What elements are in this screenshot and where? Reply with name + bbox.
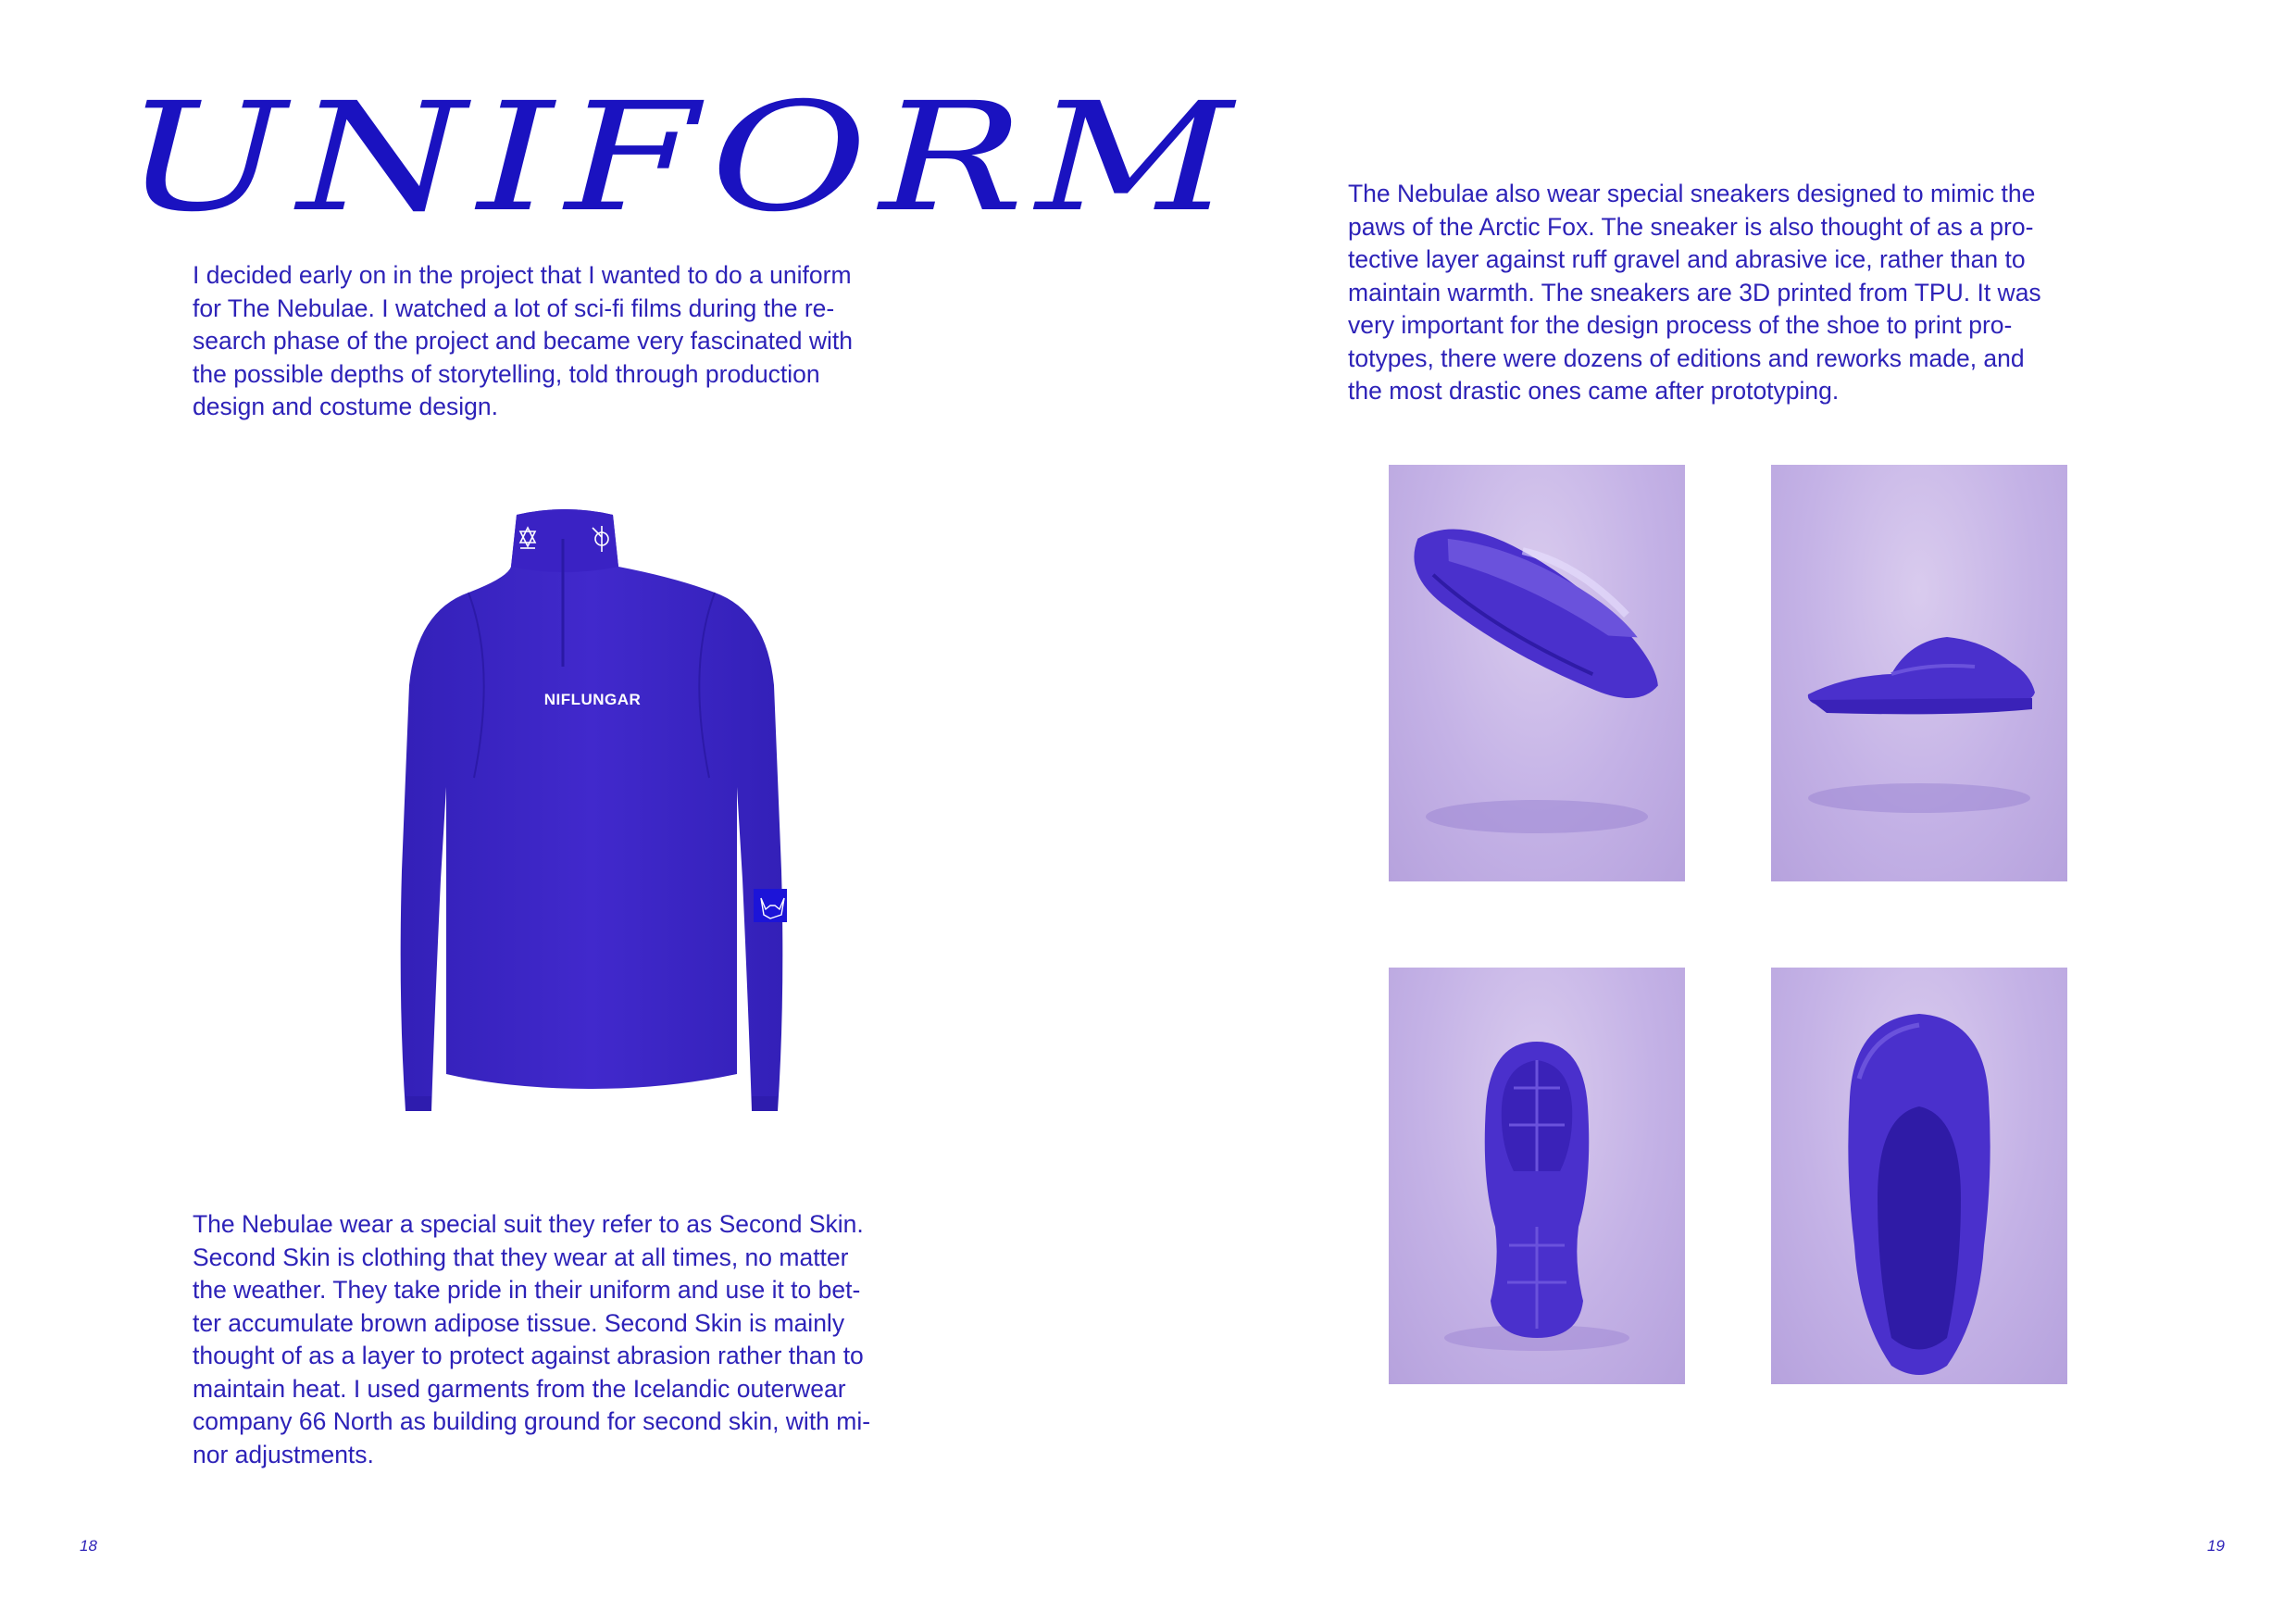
intro-paragraph: I decided early on in the project that I wanted to do a uniform for The Nebulae. I watched a lot of sci-fi films during the re- search phase of the project and became very fascinated with the possible depths of storytelling, told through production design and costume design. — [193, 261, 853, 420]
page-number-right: 19 — [2207, 1537, 2225, 1555]
sneaker-render-top — [1771, 968, 2067, 1384]
page-title: UNIFORM — [124, 71, 1245, 245]
sneaker-render-side — [1771, 465, 2067, 881]
jacket-shape — [315, 481, 870, 1167]
jacket-chest-print: NIFLUNGAR — [543, 691, 642, 708]
page-number-left: 18 — [80, 1537, 97, 1555]
fox-head-icon — [754, 889, 787, 922]
sneaker-render-sole — [1389, 968, 1685, 1384]
sneaker-paragraph: The Nebulae also wear special sneakers designed to mimic the paws of the Arctic Fox. The sneaker is also thought of as a pro- tective layer against ruff gravel and abrasive ice, rather than to maintain warmth. The sneakers are 3D printed from TPU. It was very important for the design process of the shoe to print pro- totypes, there were dozens of editions and reworks made, and the most drastic ones came after prototyping. — [1348, 180, 2041, 405]
second-skin-paragraph: The Nebulae wear a special suit they refer to as Second Skin. Second Skin is clothing that they wear at all times, no matter the weather. They take pride in their uniform and use it to bet- ter accumulate brown adipose tissue. Second Skin is mainly thought of as a layer to protect against abrasion rather than to maintain heat. I used garments from the Icelandic outerwear company 66 North as building ground for second skin, with mi- nor adjustments. — [193, 1210, 871, 1468]
sneaker-render-tilted — [1389, 465, 1685, 881]
jacket-illustration — [315, 481, 870, 1167]
